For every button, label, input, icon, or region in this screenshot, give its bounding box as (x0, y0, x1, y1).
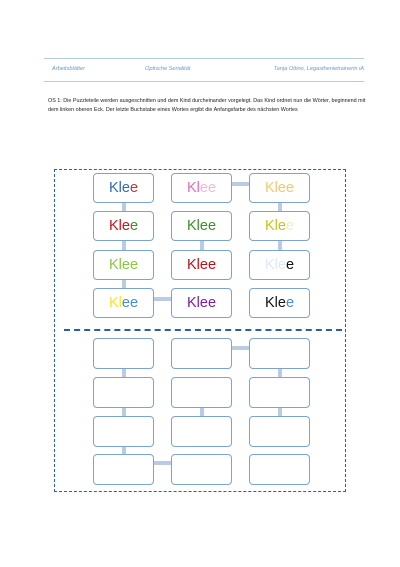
empty-puzzle-tile[interactable] (249, 338, 310, 369)
tile-letter: l (274, 180, 278, 196)
tile-letter: K (186, 257, 197, 273)
empty-puzzle-tile[interactable] (249, 377, 310, 408)
empty-puzzle-tile[interactable] (93, 454, 154, 485)
tile-word (265, 180, 294, 196)
tile-word (265, 218, 294, 234)
tile-word (109, 218, 138, 234)
tile-letter: e (285, 295, 295, 311)
tile-letter: l (196, 295, 200, 311)
tile-letter: e (129, 257, 139, 273)
tile-letter: e (121, 257, 130, 273)
header-bottom-rule (44, 81, 364, 82)
puzzle-word-tile[interactable] (249, 250, 310, 280)
empty-puzzle-tile[interactable] (171, 338, 232, 369)
tile-letter: l (274, 295, 278, 311)
puzzle-word-tile[interactable] (171, 173, 232, 203)
tile-letter: l (274, 218, 278, 234)
tile-letter: K (186, 295, 197, 311)
empty-puzzle-tile[interactable] (93, 377, 154, 408)
tile-letter: l (118, 180, 122, 196)
puzzle-word-tile[interactable] (171, 211, 232, 241)
header-top-rule (44, 58, 364, 59)
tile-letter: K (108, 295, 119, 311)
empty-puzzle-tile[interactable] (93, 338, 154, 369)
tile-letter: l (118, 218, 122, 234)
tile-letter: K (264, 257, 275, 273)
tile-letter: l (196, 257, 200, 273)
tile-letter: l (118, 295, 122, 311)
tile-letter: e (277, 295, 286, 311)
tile-letter: e (207, 218, 217, 234)
tile-letter: K (108, 257, 119, 273)
instructions-text: OS 1: Die Puzzleteile werden ausgeschnitten und dem Kind durcheinander vorgelegt. Das Kind ordnet nun die Wörter, beginnend mit dem linken oberen Eck. Der letzte Buchstabe eines Wortes ergibt die Anfangsfarbe des nächsten Wortes (48, 98, 366, 113)
tile-letter: l (118, 257, 122, 273)
tile-letter: e (277, 218, 286, 234)
cut-line (64, 329, 342, 331)
connector (231, 182, 251, 186)
tile-letter: K (264, 295, 275, 311)
puzzle-word-tile[interactable] (171, 288, 232, 318)
page-header (44, 64, 364, 78)
header-right-text: Tanja Ottino, Legasthenietrainerin iA (273, 66, 364, 72)
tile-letter: e (207, 257, 217, 273)
tile-word (109, 257, 138, 273)
empty-puzzle-tile[interactable] (93, 416, 154, 447)
tile-letter: l (196, 218, 200, 234)
tile-word (109, 180, 138, 196)
tile-letter: e (285, 180, 295, 196)
puzzle-word-tile[interactable] (171, 250, 232, 280)
puzzle-word-tile[interactable] (249, 288, 310, 318)
puzzle-word-tile[interactable] (93, 250, 154, 280)
empty-puzzle-tile[interactable] (171, 416, 232, 447)
tile-letter: e (121, 218, 130, 234)
empty-puzzle-tile[interactable] (171, 377, 232, 408)
tile-letter: e (121, 295, 130, 311)
tile-letter: e (207, 295, 217, 311)
tile-letter: e (121, 180, 130, 196)
puzzle-word-tile[interactable] (249, 211, 310, 241)
tile-letter: l (274, 257, 278, 273)
tile-word (187, 295, 216, 311)
puzzle-word-tile[interactable] (93, 173, 154, 203)
header-center-text: Optische Serialität (145, 66, 191, 72)
empty-puzzle-tile[interactable] (171, 454, 232, 485)
empty-puzzle-tile[interactable] (249, 454, 310, 485)
tile-letter: K (264, 180, 275, 196)
tile-letter: e (285, 257, 295, 273)
tile-letter: e (199, 180, 208, 196)
empty-puzzle-tile[interactable] (249, 416, 310, 447)
tile-letter: e (129, 180, 139, 196)
tile-letter: K (108, 218, 119, 234)
tile-letter: l (196, 180, 200, 196)
tile-letter: K (264, 218, 275, 234)
tile-word (265, 295, 294, 311)
header-left-text: Arbeitsblätter (52, 66, 85, 72)
tile-letter: e (199, 218, 208, 234)
puzzle-word-tile[interactable] (93, 211, 154, 241)
tile-word (187, 218, 216, 234)
tile-letter: K (108, 180, 119, 196)
connector (153, 461, 173, 465)
connector (153, 297, 173, 301)
tile-letter: K (186, 218, 197, 234)
tile-letter: e (199, 295, 208, 311)
tile-letter: e (129, 295, 139, 311)
tile-letter: e (199, 257, 208, 273)
tile-word (187, 180, 216, 196)
tile-word (265, 257, 294, 273)
tile-letter: e (129, 218, 139, 234)
tile-letter: K (186, 180, 197, 196)
tile-letter: e (277, 257, 286, 273)
connector (231, 346, 251, 350)
tile-letter: e (277, 180, 286, 196)
tile-letter: e (285, 218, 295, 234)
tile-word (187, 257, 216, 273)
puzzle-word-tile[interactable] (249, 173, 310, 203)
puzzle-word-tile[interactable] (93, 288, 154, 318)
tile-letter: e (207, 180, 217, 196)
tile-word (109, 295, 138, 311)
